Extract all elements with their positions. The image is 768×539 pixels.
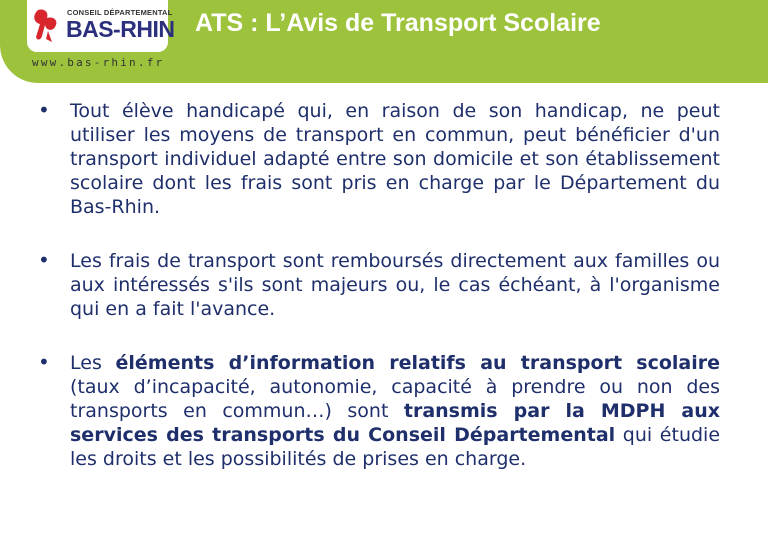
logo-text-bas-rhin: BAS-RHIN [66,16,175,42]
bullet-item [30,249,720,321]
bullet-marker-icon: • [38,248,50,272]
website-url[interactable]: www.bas-rhin.fr [32,56,165,69]
bullet-marker-icon: • [38,98,50,122]
bullet-paragraph [70,249,720,321]
bullet-paragraph [70,99,720,219]
logo-text-conseil: CONSEIL DÉPARTEMENTAL [67,8,173,17]
bold-text-segment: transmis par la MDPH aux services des transports du Conseil Départemental [70,400,720,446]
bullet-marker-icon: • [38,350,50,374]
bullet-item [30,99,720,219]
department-logo[interactable] [27,0,175,52]
text-segment: Les [70,352,116,374]
logo-emblem-icon [32,6,62,46]
header-bar [0,0,768,83]
text-segment: (taux d’incapacité, autonomie, capacité à prendre ou non des transports en commun…) sont [70,376,720,422]
text-segment: Tout élève handicapé qui, en raison de son handicap, ne peut utiliser les moyens de transport en commun, peut bénéficier d'un transport individuel adapté entre son domicile et son établissement scolaire dont les frais sont pris en charge par le Département du Bas-Rhin. [70,100,720,218]
text-segment: qui étudie les droits et les possibilités de prises en charge. [70,424,721,470]
bold-text-segment: éléments d’information relatifs au transport scolaire [115,352,720,374]
bullet-paragraph [70,351,720,471]
bullet-item [30,351,720,471]
slide-title: ATS : L’Avis de Transport Scolaire [195,9,601,37]
bullet-list [30,99,720,501]
text-segment: Les frais de transport sont remboursés directement aux familles ou aux intéressés s'ils sont majeurs ou, le cas échéant, à l'organisme qui en a fait l'avance. [70,250,720,320]
